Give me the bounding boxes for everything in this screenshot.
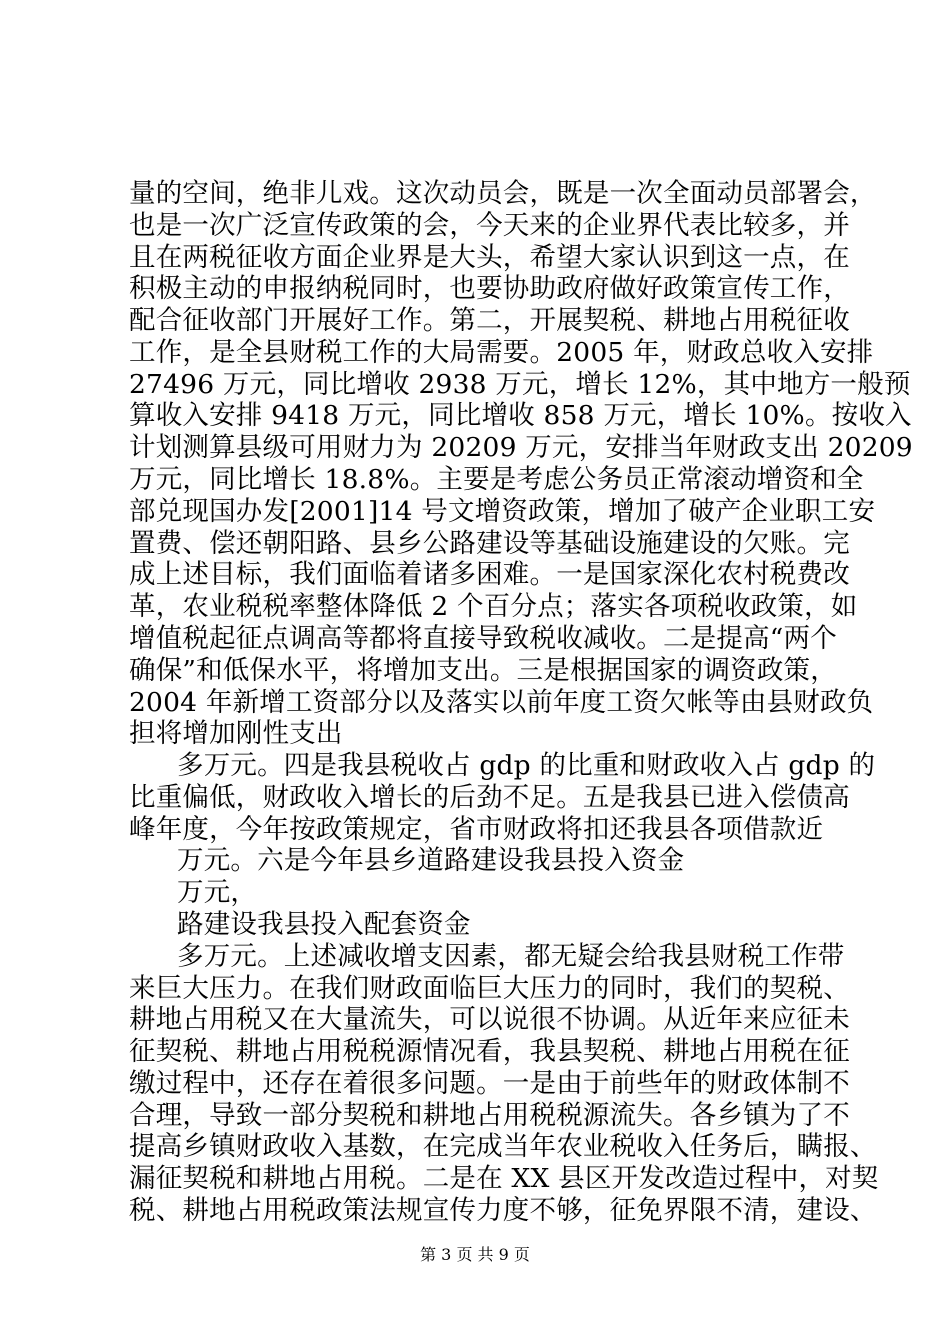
text-line: 2004 年新增工资部分以及落实以前年度工资欠帐等由县财政负 [129,686,874,718]
text-line: 工作，是全县财税工作的大局需要。2005 年，财政总收入安排 [129,336,874,368]
text-line: 部兑现国办发[2001]14 号文增资政策，增加了破产企业职工安 [129,495,876,527]
text-line: 量的空间，绝非儿戏。这次动员会，既是一次全面动员部署会， [129,178,877,209]
text-line: 多万元。上述减收增支因素，都无疑会给我县财税工作带 [177,940,845,972]
text-line: 提高乡镇财政收入基数，在完成当年农业税收入任务后，瞒报、 [129,1131,877,1163]
text-line: 配合征收部门开展好工作。第二，开展契税、耕地占用税征收 [129,305,850,337]
text-line: 确保”和低保水平，将增加支出。三是根据国家的调资政策， [129,654,837,686]
text-line: 置费、偿还朝阳路、县乡公路建设等基础设施建设的欠账。完 [129,527,850,559]
text-line: 计划测算县级可用财力为 20209 万元，安排当年财政支出 20209 [129,432,913,464]
text-line: 路建设我县投入配套资金 [177,908,471,940]
text-line: 来巨大压力。在我们财政面临巨大压力的同时，我们的契税、 [129,972,850,1004]
text-line: 比重偏低，财政收入增长的后劲不足。五是我县已进入偿债高 [129,781,850,813]
text-line: 积极主动的申报纳税同时，也要协助政府做好政策宣传工作， [129,273,850,305]
text-line: 多万元。四是我县税收占 gdp 的比重和财政收入占 gdp 的 [177,750,876,782]
text-line: 且在两税征收方面企业界是大头，希望大家认识到这一点，在 [129,241,850,273]
text-line: 万元， [177,877,258,909]
text-line: 漏征契税和耕地占用税。二是在 XX 县区开发改造过程中，对契 [129,1163,879,1195]
page-footer: 第 3 页 共 9 页 [420,1245,530,1264]
text-line: 峰年度，今年按政策规定，省市财政将扣还我县各项借款近 [129,813,824,845]
text-line: 万元。六是今年县乡道路建设我县投入资金 [177,845,685,877]
text-line: 税、耕地占用税政策法规宣传力度不够，征免界限不清，建设、 [129,1195,877,1226]
text-line: 也是一次广泛宣传政策的会，今天来的企业界代表比较多，并 [129,209,850,241]
text-line: 成上述目标，我们面临着诸多困难。一是国家深化农村税费改 [129,559,850,591]
text-line: 耕地占用税又在大量流失，可以说很不协调。从近年来应征未 [129,1004,850,1036]
text-line: 缴过程中，还存在着很多问题。一是由于前些年的财政体制不 [129,1067,850,1099]
text-line: 合理，导致一部分契税和耕地占用税税源流失。各乡镇为了不 [129,1099,850,1131]
text-line: 征契税、耕地占用税税源情况看，我县契税、耕地占用税在征 [129,1036,850,1068]
text-line: 革，农业税税率整体降低 2 个百分点；落实各项税收政策，如 [129,591,858,623]
text-line: 担将增加刚性支出 [129,718,343,750]
text-line: 算收入安排 9418 万元，同比增收 858 万元，增长 10%。按收入 [129,400,912,432]
text-line: 27496 万元，同比增收 2938 万元，增长 12%，其中地方一般预 [129,368,911,400]
text-line: 万元，同比增长 18.8%。主要是考虑公务员正常滚动增资和全 [129,464,864,496]
text-line: 增值税起征点调高等都将直接导致税收减收。二是提高“两个 [129,622,837,654]
